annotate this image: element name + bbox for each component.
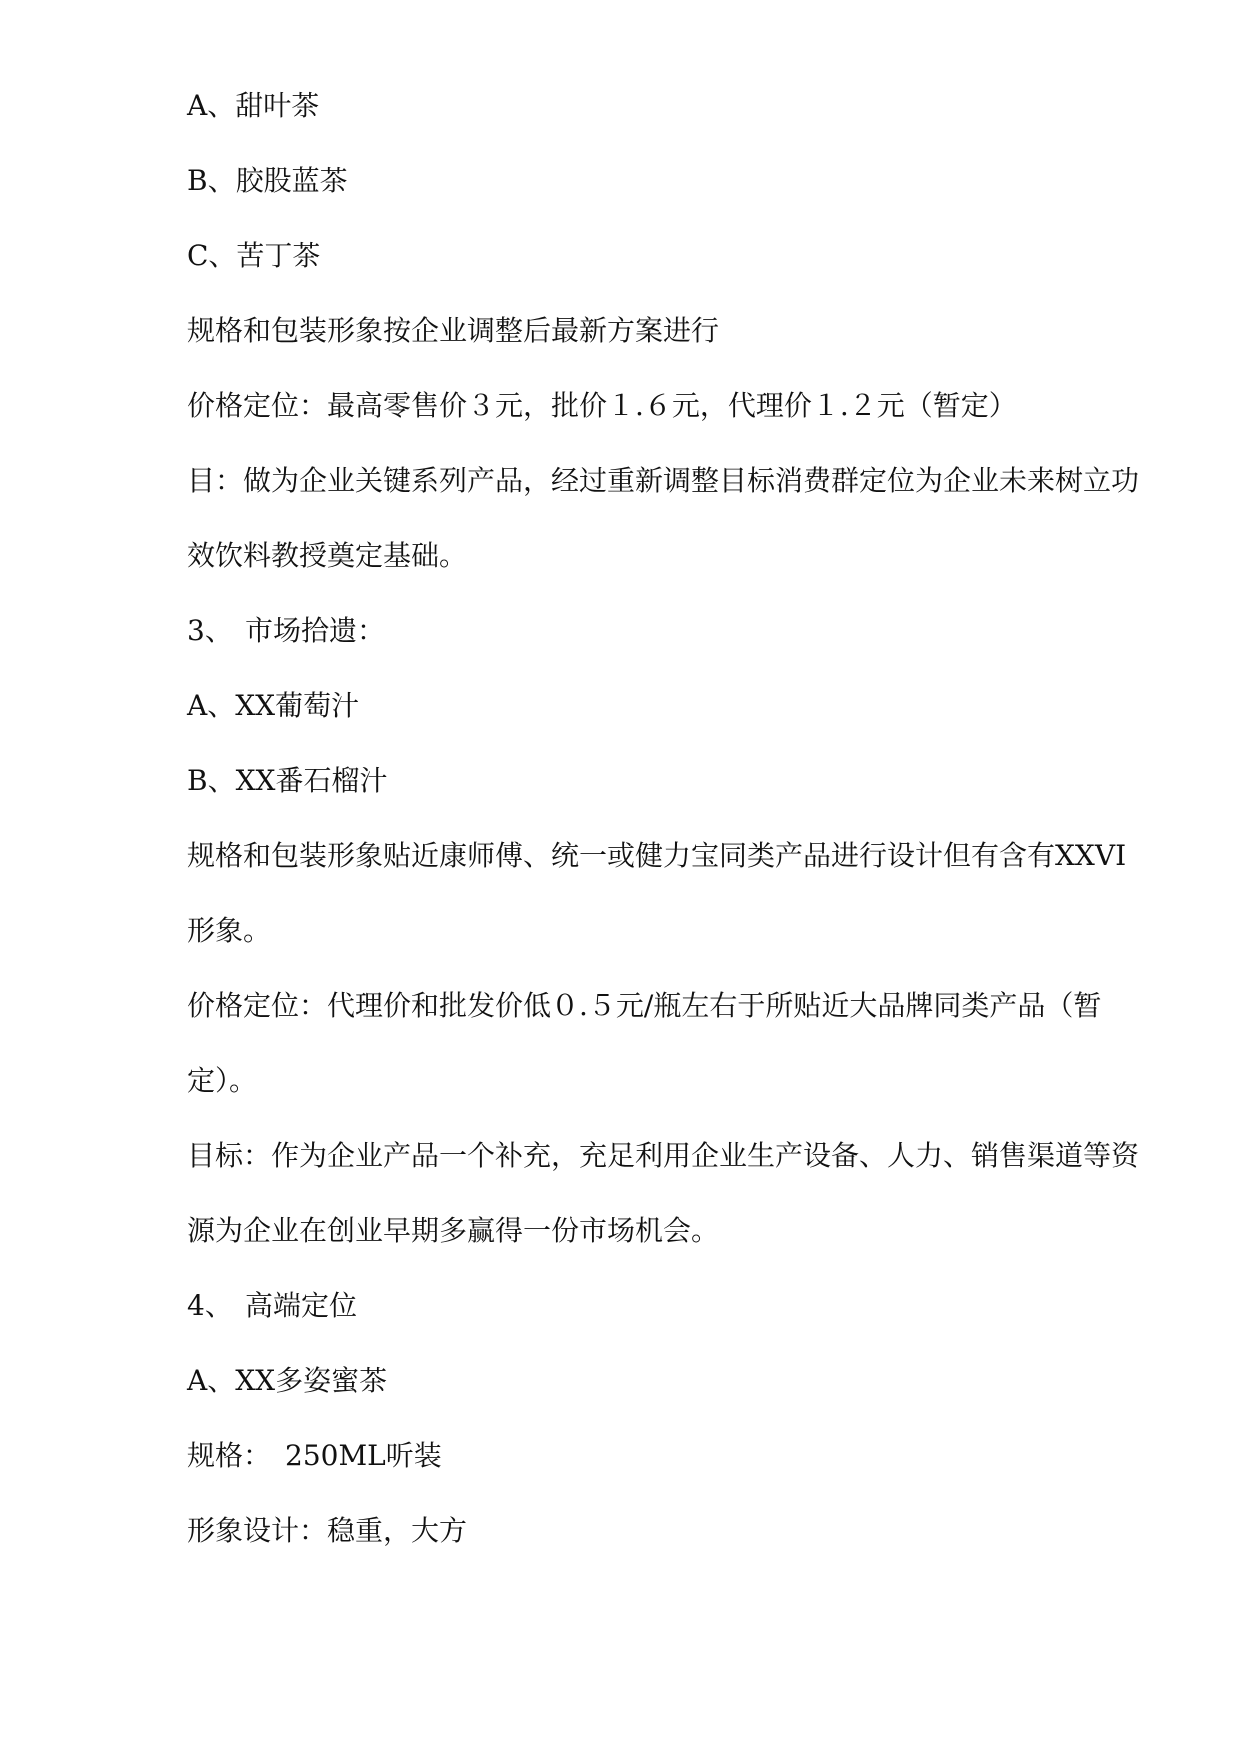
list-item-a: A、XX葡萄汁 [187, 689, 360, 722]
spec-paragraph: 规格和包装形象按企业调整后最新方案进行 [187, 314, 720, 347]
list-item-a: A、XX多姿蜜茶 [187, 1364, 388, 1397]
list-item-a: A、甜叶茶 [187, 89, 320, 122]
document-body [187, 68, 1147, 1568]
list-item-b: B、XX番石榴汁 [187, 764, 388, 797]
price-paragraph: 价格定位：最高零售价３元，批价１.６元，代理价１.２元（暂定） [187, 389, 1017, 422]
section-heading-3 [187, 593, 1147, 668]
section-title: 高端定位 [245, 1289, 358, 1322]
spec-paragraph: 规格： 250ML听装 [187, 1439, 442, 1472]
goal-paragraph: 目标：作为企业产品一个补充，充足利用企业生产设备、人力、销售渠道等资源为企业在创业早期多赢得一份市场机会。 [187, 1139, 1140, 1247]
price-paragraph: 价格定位：代理价和批发价低０.５元/瓶左右于所贴近大品牌同类产品（暂定）。 [187, 989, 1102, 1097]
list-item-c: C、苦丁茶 [187, 239, 321, 272]
goal-paragraph: 目：做为企业关键系列产品，经过重新调整目标消费群定位为企业未来树立功效饮料教授奠定基础。 [187, 464, 1140, 572]
section-number: 4、 [187, 1289, 233, 1322]
section-number: 3、 [187, 614, 233, 647]
section-heading-4 [187, 1268, 1147, 1343]
design-paragraph: 形象设计：稳重，大方 [187, 1514, 468, 1547]
spec-paragraph: 规格和包装形象贴近康师傅、统一或健力宝同类产品进行设计但有含有XXVI形象。 [187, 839, 1127, 947]
section-title: 市场拾遗： [245, 614, 386, 647]
list-item-b: B、胶股蓝茶 [187, 164, 348, 197]
